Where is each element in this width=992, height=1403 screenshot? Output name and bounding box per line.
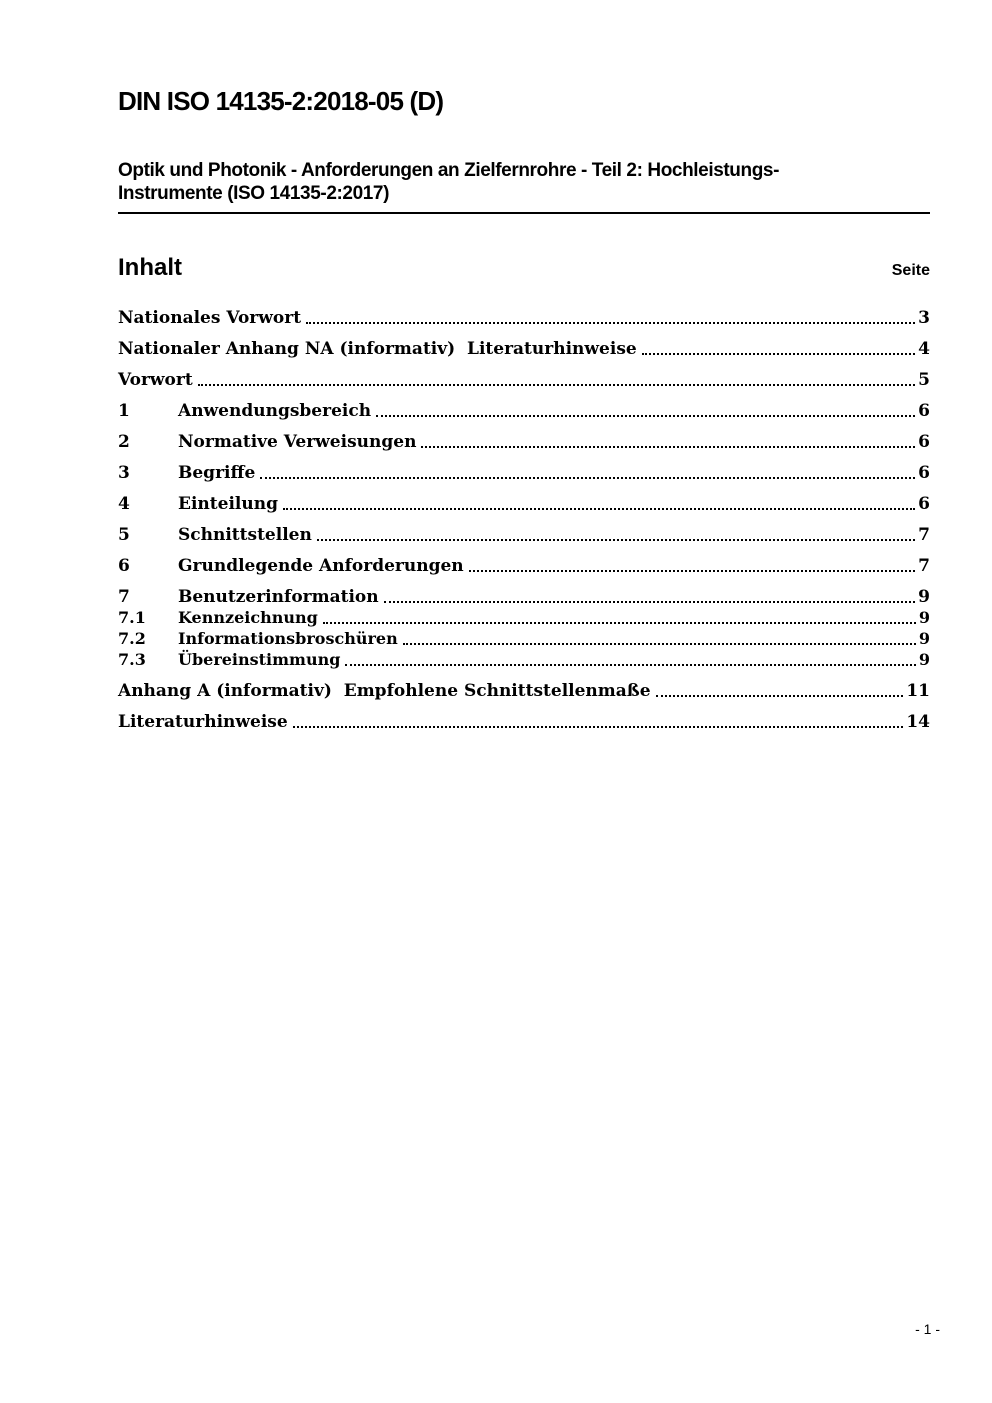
toc-entry [118, 494, 930, 514]
toc-entry-label: Übereinstimmung [178, 650, 341, 669]
toc-dot-leader [384, 601, 916, 603]
toc-entry-label: Informationsbroschüren [178, 629, 398, 648]
toc-entry [118, 308, 930, 328]
toc-entry-page: 9 [918, 629, 930, 648]
toc-entry-number: 7.2 [118, 629, 146, 648]
toc-entry-label: Kennzeichnung [178, 608, 318, 627]
toc-entry-label: Benutzerinformation [178, 587, 379, 607]
toc-dot-leader [317, 539, 915, 541]
toc-dot-leader [323, 622, 916, 624]
toc-entry [118, 556, 930, 576]
toc-entry-page: 9 [918, 608, 930, 627]
toc-dot-leader [345, 664, 915, 666]
toc-dot-leader [642, 353, 915, 355]
toc-entry-page: 3 [918, 308, 930, 328]
toc-entry-label: Einteilung [178, 494, 278, 514]
toc-heading: Inhalt [118, 254, 182, 281]
toc-entry-number: 6 [118, 556, 130, 576]
toc-page-column-label: Seite [891, 262, 930, 279]
toc-entry [118, 650, 930, 670]
toc-entry [118, 463, 930, 483]
toc-entry-page: 6 [918, 432, 930, 452]
title-divider-rule [118, 212, 930, 214]
toc-entry-label: Anwendungsbereich [178, 401, 372, 421]
toc-entry-label: Vorwort [118, 370, 193, 390]
toc-dot-leader [421, 446, 915, 448]
toc-entry [118, 525, 930, 545]
toc-dot-leader [376, 415, 915, 417]
toc-entry-number: 1 [118, 401, 130, 421]
toc-entry [118, 608, 930, 628]
toc-dot-leader [283, 508, 915, 510]
toc-entry-number: 7 [118, 587, 130, 607]
footer-page-number: - 1 - [915, 1321, 940, 1337]
toc-entry [118, 432, 930, 452]
toc-entry [118, 370, 930, 390]
toc-entry-page: 9 [918, 587, 930, 607]
toc-dot-leader [306, 322, 915, 324]
toc-entry [118, 339, 930, 359]
toc-entry-page: 5 [918, 370, 930, 390]
toc-entry [118, 681, 930, 701]
toc-entry-label: Literaturhinweise [118, 712, 288, 732]
toc-entry-label: Anhang A (informativ) Empfohlene Schnittstellenmaße [118, 681, 651, 701]
toc-entry-page: 7 [918, 525, 930, 545]
toc-entry-label: Grundlegende Anforderungen [178, 556, 464, 576]
toc-entry-number: 5 [118, 525, 130, 545]
toc-entry-number: 4 [118, 494, 130, 514]
toc-entry-number: 7.1 [118, 608, 146, 627]
toc-dot-leader [403, 643, 916, 645]
toc-dot-leader [469, 570, 916, 572]
toc-entry-page: 4 [918, 339, 930, 359]
toc-header [118, 254, 930, 282]
toc-entry-page: 6 [918, 494, 930, 514]
table-of-contents [118, 308, 930, 732]
toc-entry-label: Normative Verweisungen [178, 432, 417, 452]
toc-entry-page: 7 [918, 556, 930, 576]
toc-entry-page: 14 [906, 712, 930, 732]
toc-dot-leader [656, 695, 904, 697]
document-subtitle-line2: Instrumente (ISO 14135-2:2017) [118, 183, 390, 204]
toc-entry-label: Schnittstellen [178, 525, 312, 545]
toc-entry-number: 7.3 [118, 650, 146, 669]
toc-entry-number: 3 [118, 463, 130, 483]
document-subtitle-line1: Optik und Photonik - Anforderungen an Zielfernrohre - Teil 2: Hochleistungs- [118, 160, 780, 181]
toc-entry-page: 9 [918, 650, 930, 669]
toc-entry [118, 629, 930, 649]
toc-entry-label: Begriffe [178, 463, 256, 483]
document-title: DIN ISO 14135-2:2018-05 (D) [118, 86, 444, 116]
toc-entry [118, 587, 930, 607]
toc-dot-leader [198, 384, 915, 386]
toc-dot-leader [260, 477, 915, 479]
toc-entry-page: 6 [918, 463, 930, 483]
toc-entry-page: 6 [918, 401, 930, 421]
toc-entry-page: 11 [906, 681, 930, 701]
toc-dot-leader [293, 726, 904, 728]
toc-entry-label: Nationaler Anhang NA (informativ) Literaturhinweise [118, 339, 637, 359]
document-subtitle [118, 159, 930, 205]
toc-entry-label: Nationales Vorwort [118, 308, 302, 328]
toc-entry-number: 2 [118, 432, 130, 452]
toc-entry [118, 401, 930, 421]
toc-entry [118, 712, 930, 732]
